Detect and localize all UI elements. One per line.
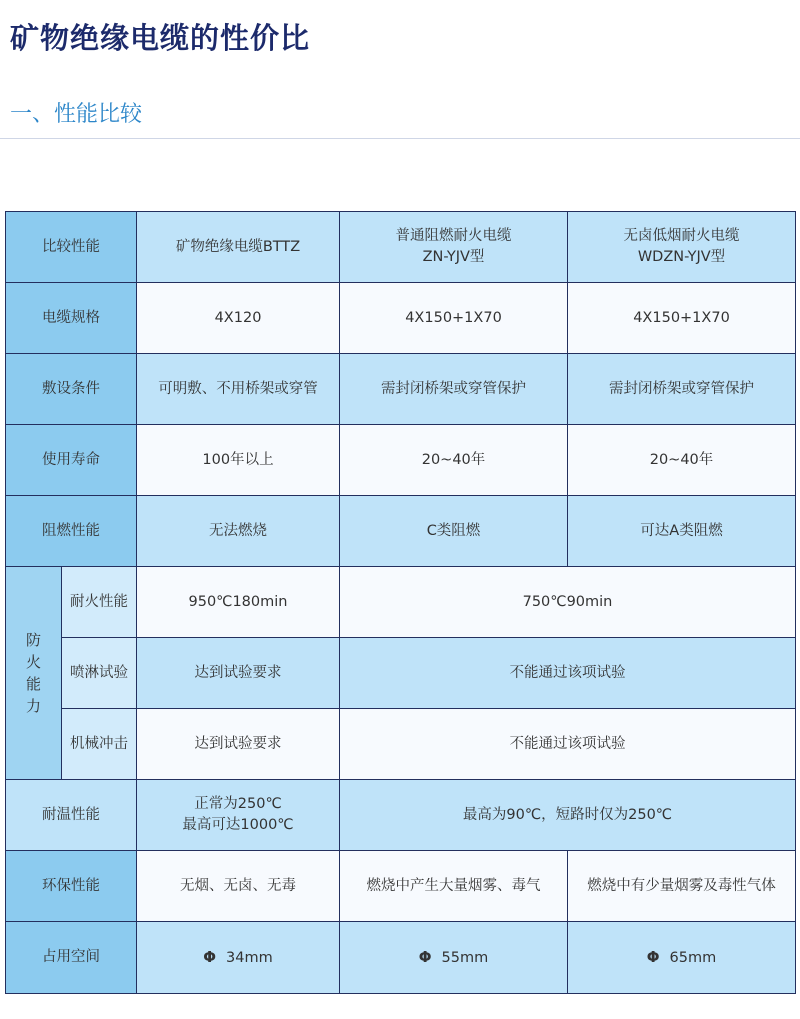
row-label-temp: 耐温性能 — [6, 780, 137, 851]
row-label-life: 使用寿命 — [6, 425, 137, 496]
cell-spray-others: 不能通过该项试验 — [340, 638, 796, 709]
row-label-fire-resist: 耐火性能 — [62, 567, 137, 638]
header-col-zn-yjv — [340, 212, 568, 283]
diameter-symbol: Φ — [646, 947, 660, 966]
cell-laying-zn: 需封闭桥架或穿管保护 — [340, 354, 568, 425]
section-heading: 一、性能比较 — [10, 102, 143, 127]
row-label-flame: 阻燃性能 — [6, 496, 137, 567]
cell-temp-mineral — [137, 780, 340, 851]
cell-spec-zn: 4X150+1X70 — [340, 283, 568, 354]
cell-temp-mineral-line1: 正常为250℃ — [194, 796, 282, 812]
cell-laying-wdzn: 需封闭桥架或穿管保护 — [568, 354, 796, 425]
row-label-laying: 敷设条件 — [6, 354, 137, 425]
section-divider — [0, 138, 800, 139]
cell-life-mineral: 100年以上 — [137, 425, 340, 496]
header-col-mineral: 矿物绝缘电缆BTTZ — [137, 212, 340, 283]
table-row-spray — [6, 638, 796, 709]
table-row-life — [6, 425, 796, 496]
cell-life-wdzn: 20~40年 — [568, 425, 796, 496]
cell-fire-resist-others: 750℃90min — [340, 567, 796, 638]
fire-group-char: 力 — [25, 697, 41, 715]
cell-space-mineral — [137, 922, 340, 994]
row-label-env: 环保性能 — [6, 851, 137, 922]
cell-fire-resist-mineral: 950℃180min — [137, 567, 340, 638]
cell-space-wdzn — [568, 922, 796, 994]
table-row-env — [6, 851, 796, 922]
fire-group-char: 火 — [25, 653, 41, 671]
cell-space-mineral-value: 34mm — [226, 949, 273, 966]
page-title: 矿物绝缘电缆的性价比 — [10, 21, 311, 55]
header-col-wdzn-yjv — [568, 212, 796, 283]
header-col-wdzn-yjv-line1: 无卤低烟耐火电缆 — [623, 228, 740, 244]
cell-flame-zn: C类阻燃 — [340, 496, 568, 567]
cell-space-zn-value: 55mm — [441, 949, 489, 966]
cell-spec-mineral: 4X120 — [137, 283, 340, 354]
cell-env-mineral: 无烟、无卤、无毒 — [137, 851, 340, 922]
fire-group-char: 能 — [25, 675, 41, 693]
row-label-space: 占用空间 — [6, 922, 137, 994]
table-header-row — [6, 212, 796, 283]
row-label-impact: 机械冲击 — [62, 709, 137, 780]
header-label: 比较性能 — [6, 212, 137, 283]
fire-ability-group-label — [6, 567, 62, 780]
cell-spec-wdzn: 4X150+1X70 — [568, 283, 796, 354]
table-row-spec — [6, 283, 796, 354]
cell-laying-mineral: 可明敷、不用桥架或穿管 — [137, 354, 340, 425]
cell-flame-mineral: 无法燃烧 — [137, 496, 340, 567]
table-row-space — [6, 922, 796, 994]
row-label-spray: 喷淋试验 — [62, 638, 137, 709]
table-row-impact — [6, 709, 796, 780]
cell-impact-mineral: 达到试验要求 — [137, 709, 340, 780]
cell-temp-mineral-line2: 最高可达1000℃ — [182, 817, 294, 833]
cell-life-zn: 20~40年 — [340, 425, 568, 496]
cell-env-zn: 燃烧中产生大量烟雾、毒气 — [340, 851, 568, 922]
table-row-laying — [6, 354, 796, 425]
cell-spray-mineral: 达到试验要求 — [137, 638, 340, 709]
table-row-flame — [6, 496, 796, 567]
cell-flame-wdzn: 可达A类阻燃 — [568, 496, 796, 567]
row-label-spec: 电缆规格 — [6, 283, 137, 354]
diameter-symbol: Φ — [418, 947, 432, 966]
cell-temp-others: 最高为90℃，短路时仅为250℃ — [340, 780, 796, 851]
table-row-temp — [6, 780, 796, 851]
table-row-fire-resist — [6, 567, 796, 638]
cell-space-wdzn-value: 65mm — [669, 949, 717, 966]
header-col-wdzn-yjv-line2: WDZN-YJV型 — [637, 249, 726, 265]
fire-group-char: 防 — [25, 631, 41, 649]
header-col-zn-yjv-line1: 普通阻燃耐火电缆 — [395, 228, 512, 244]
diameter-symbol: Φ — [203, 947, 217, 966]
cell-space-zn — [340, 922, 568, 994]
cell-impact-others: 不能通过该项试验 — [340, 709, 796, 780]
comparison-table — [5, 211, 796, 994]
cell-env-wdzn: 燃烧中有少量烟雾及毒性气体 — [568, 851, 796, 922]
header-col-zn-yjv-line2: ZN-YJV型 — [422, 249, 485, 265]
